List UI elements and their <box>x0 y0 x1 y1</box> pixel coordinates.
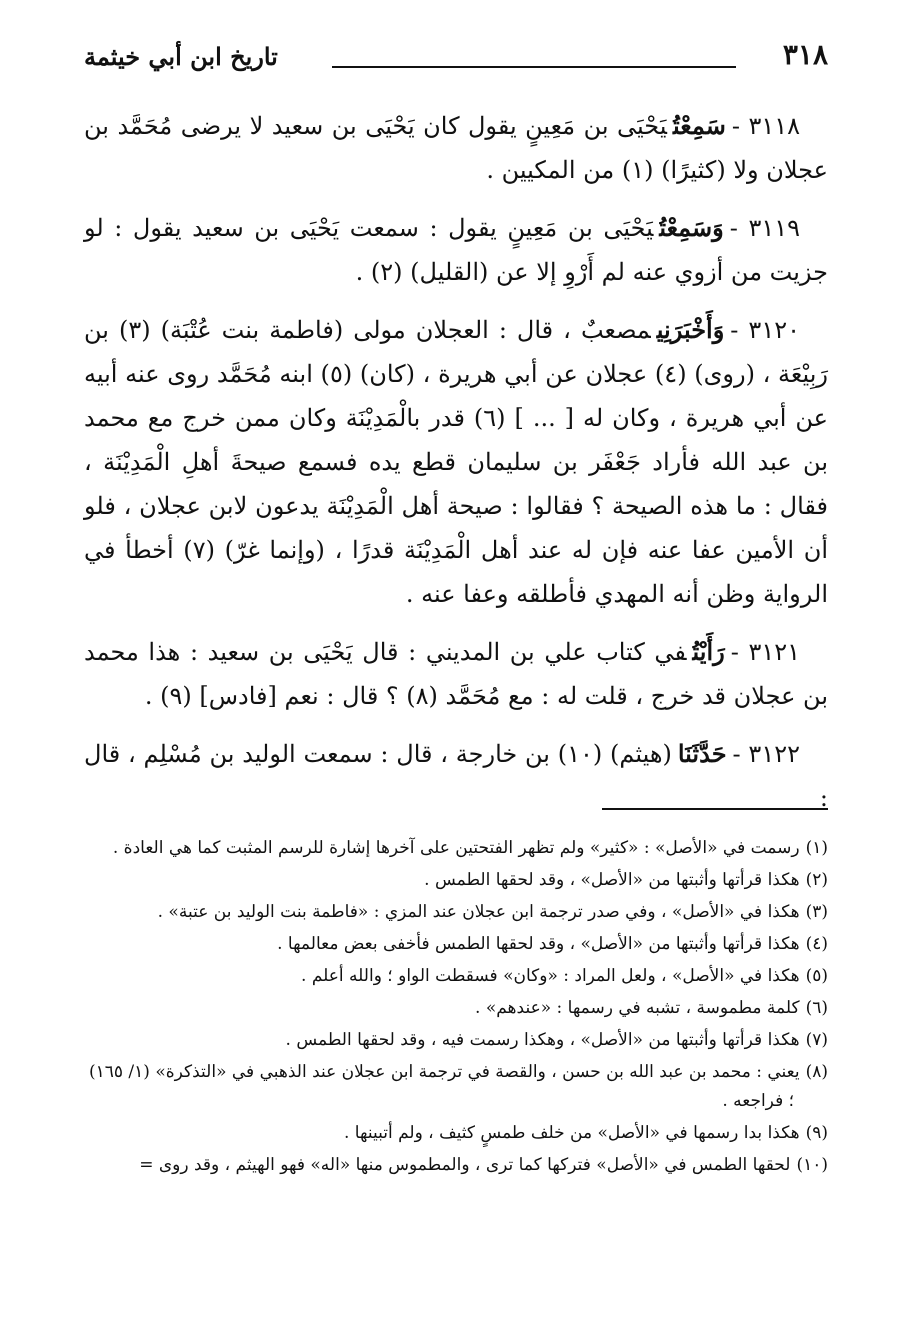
paragraph-text: مصعبٌ ، قال : العجلان مولى (فاطمة بنت عُتْبَة) (٣) بن رَبِيْعَة ، (روى) (٤) عجلان عن أبي هريرة ، (كان) (٥) ابنه مُحَمَّد روى عنه أبيه عن أبي هريرة ، وكان له [ ... ] (٦) قدر بالْمَدِيْنَة وكان ممن خرج مع محمد بن عبد الله فأراد جَعْفَر بن سليمان قطع يده فسمع صيحةَ أهلِ الْمَدِيْنَة ، فقال : ما هذه الصيحة ؟ فقالوا : صيحة أهل الْمَدِيْنَة يدعون لابن عجلان ، فلو أن الأمين عفا عنه فإن له عند أهل الْمَدِيْنَة قدرًا ، (وإنما غرّ) (٧) أخطأ في الرواية وظن أنه المهدي فأطلقه وعفا عنه . <box>84 316 829 608</box>
footnote-text: هكذا قرأتها وأثبتها من «الأصل» ، وهكذا رسمت فيه ، وقد لحقها الطمس . <box>285 1030 800 1050</box>
header-rule <box>332 66 736 68</box>
paragraph-3121 <box>84 630 828 718</box>
main-text <box>84 104 828 834</box>
book-title: تاريخ ابن أبي خيثمة <box>84 42 278 71</box>
footnote-item <box>84 866 828 895</box>
footnote-item <box>84 1151 828 1180</box>
footnote-mark: (٧) <box>805 1030 828 1050</box>
paragraph-3120 <box>84 308 828 616</box>
paragraph-keyword: حَدَّثَنَا <box>677 739 727 768</box>
footnote-mark: (١٠) <box>796 1155 828 1175</box>
footnote-text: لحقها الطمس في «الأصل» فتركها كما ترى ، والمطموس منها «اله» فهو الهيثم ، وقد روى = <box>139 1155 791 1175</box>
paragraph-keyword: رَأَيْتُ <box>692 637 725 666</box>
paragraph-number: ٣١٢٠ - <box>730 316 800 344</box>
footnote-item <box>84 1026 828 1055</box>
footnote-item <box>84 930 828 959</box>
paragraph-text: يَحْيَى بن مَعِينٍ يقول : سمعت يَحْيَى بن سعيد يقول : لو جزيت من أزوي عنه لم أَرْوِ إلا عن (القليل) (٢) . <box>84 214 828 286</box>
footnote-mark: (٤) <box>805 934 828 954</box>
footnote-mark: (٨) <box>805 1062 828 1082</box>
footnote-item <box>84 898 828 927</box>
paragraph-3118 <box>84 104 828 192</box>
page-number: ٣١٨ <box>782 38 828 71</box>
footnote-mark: (٢) <box>805 870 828 890</box>
footnote-mark: (٣) <box>805 902 828 922</box>
footnote-mark: (٦) <box>805 998 828 1018</box>
page-header <box>84 38 828 86</box>
paragraph-keyword: وَأَخْبَرَنِي <box>656 315 725 344</box>
paragraph-3119 <box>84 206 828 294</box>
footnote-text: هكذا بدا رسمها في «الأصل» من خلف طمسٍ كثيف ، ولم أتبينها . <box>344 1123 800 1143</box>
footnote-item <box>84 994 828 1023</box>
footnote-text: هكذا في «الأصل» ، وفي صدر ترجمة ابن عجلان عند المزي : «فاطمة بنت الوليد بن عتبة» . <box>157 902 800 922</box>
paragraph-number: ٣١٢١ - <box>730 638 800 666</box>
paragraph-number: ٣١١٩ - <box>729 214 800 242</box>
footnote-item <box>84 834 828 863</box>
footnote-mark: (٩) <box>805 1123 828 1143</box>
footnote-text: هكذا قرأتها وأثبتها من «الأصل» ، وقد لحقها الطمس . <box>424 870 800 890</box>
footnote-item <box>84 962 828 991</box>
footnote-text: رسمت في «الأصل» : «كثير» ولم تظهر الفتحتين على آخرها إشارة للرسم المثبت كما هي العادة . <box>112 838 800 858</box>
footnote-text: هكذا قرأتها وأثبتها من «الأصل» ، وقد لحقها الطمس فأخفى بعض معالمها . <box>277 934 800 954</box>
paragraph-text: في كتاب علي بن المديني : قال يَحْيَى بن سعيد : هذا محمد بن عجلان قد خرج ، قلت له : مع مُحَمَّد (٨) ؟ قال : نعم [فادس] (٩) . <box>84 638 828 710</box>
footnote-text: يعني : محمد بن عبد الله بن حسن ، والقصة في ترجمة ابن عجلان عند الذهبي في «التذكرة» (١/ ١٦٥) ؛ فراجعه . <box>88 1062 800 1111</box>
paragraph-number: ٣١١٨ - <box>731 112 800 140</box>
footnote-item <box>84 1119 828 1148</box>
paragraph-3122 <box>84 732 828 820</box>
footnote-item <box>84 1058 828 1116</box>
footnote-text: هكذا في «الأصل» ، ولعل المراد : «وكان» فسقطت الواو ؛ والله أعلم . <box>301 966 800 986</box>
paragraph-text: (هيثم) (١٠) بن خارجة ، قال : سمعت الوليد بن مُسْلِم ، قال : <box>84 740 828 812</box>
paragraph-keyword: وَسَمِعْتُ <box>659 213 724 242</box>
footnote-mark: (١) <box>805 838 828 858</box>
footnote-text: كلمة مطموسة ، تشبه في رسمها : «عندهم» . <box>475 998 800 1018</box>
paragraph-keyword: سَمِعْتُ <box>673 111 726 140</box>
footnote-separator <box>602 808 828 810</box>
paragraph-text: يَحْيَى بن مَعِينٍ يقول كان يَحْيَى بن سعيد لا يرضى مُحَمَّد بن عجلان ولا (كثيرًا) (١) من المكيين . <box>84 112 828 184</box>
footnotes <box>84 834 828 1183</box>
paragraph-number: ٣١٢٢ - <box>732 740 800 768</box>
footnote-mark: (٥) <box>805 966 828 986</box>
